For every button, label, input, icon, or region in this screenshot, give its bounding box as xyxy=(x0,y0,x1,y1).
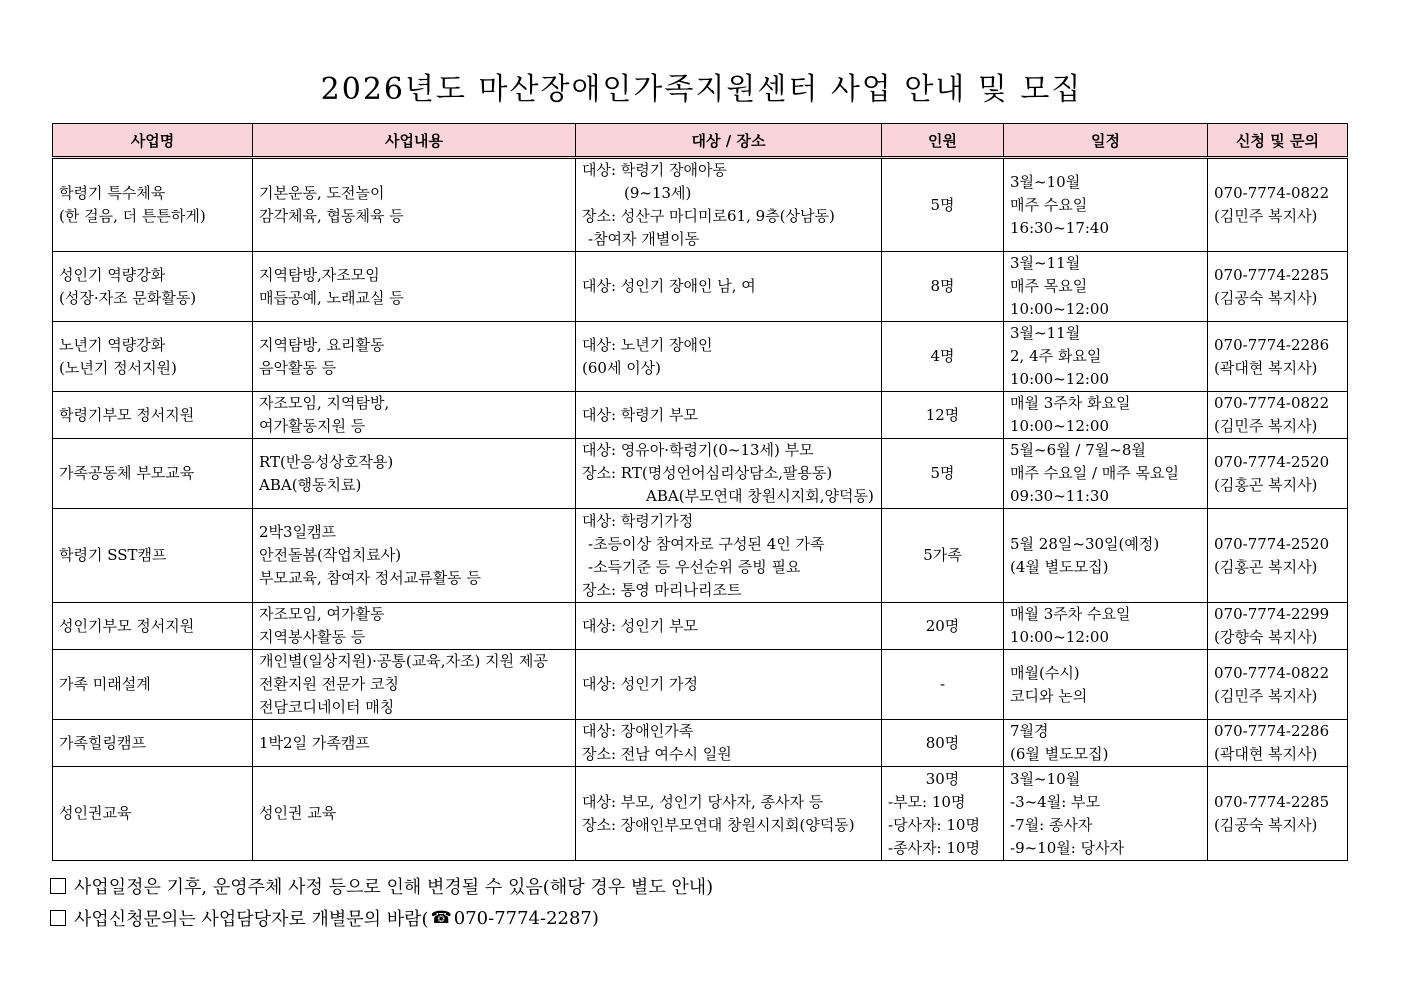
schedule-line: 3월~11월 xyxy=(1010,324,1081,342)
target-place-line: 대상: 부모, 성인기 당사자, 종사자 등 xyxy=(582,792,824,811)
schedule-line: 2, 4주 화요일 xyxy=(1010,347,1102,365)
program-name-cell xyxy=(53,158,253,252)
program-name-line: (한 걸음, 더 튼튼하게) xyxy=(59,207,206,225)
schedule-line: -7월: 종사자 xyxy=(1010,815,1093,834)
contact-line: (김민주 복지사) xyxy=(1214,686,1318,705)
schedule-line: 3월~10월 xyxy=(1010,172,1081,191)
schedule-line: 매주 수요일 xyxy=(1010,195,1088,214)
count-cell xyxy=(882,720,1004,767)
program-name-cell xyxy=(53,392,253,439)
program-content-line: 부모교육, 참여자 정서교류활동 등 xyxy=(259,569,481,587)
schedule-line: 3월~11월 xyxy=(1010,254,1081,272)
schedule-cell xyxy=(1004,252,1208,322)
header-schedule: 일정 xyxy=(1004,124,1208,158)
note-contact xyxy=(50,902,713,934)
program-content-cell xyxy=(253,158,576,252)
target-place-cell xyxy=(576,158,882,252)
program-name-cell xyxy=(53,322,253,392)
contact-cell xyxy=(1208,720,1348,767)
program-name-line: 성인권교육 xyxy=(59,804,132,822)
program-content-line: 여가활동지원 등 xyxy=(259,417,366,435)
table-row xyxy=(53,322,1348,392)
program-content-line: 자조모임, 지역탐방, xyxy=(259,394,390,412)
target-place-cell xyxy=(576,603,882,650)
schedule-line: 매주 수요일 / 매주 목요일 xyxy=(1010,464,1180,482)
page-title: 2026년도 마산장애인가족지원센터 사업 안내 및 모집 xyxy=(320,72,1083,107)
program-content-line: 지역탐방, 요리활동 xyxy=(259,335,385,354)
contact-line: 070-7774-2285 xyxy=(1214,792,1330,811)
target-place-cell xyxy=(576,322,882,392)
contact-line: 070-7774-2520 xyxy=(1214,452,1330,471)
note-text: 사업신청문의는 사업담당자로 개별문의 바람( xyxy=(74,909,429,930)
program-name-cell xyxy=(53,252,253,322)
table-row xyxy=(53,767,1348,861)
table-row xyxy=(53,392,1348,439)
table-header-row xyxy=(53,124,1348,158)
target-place-line: (60세 이상) xyxy=(582,358,662,377)
checkbox-square-icon xyxy=(50,878,66,894)
contact-line: 070-7774-2299 xyxy=(1214,605,1330,623)
program-name-cell xyxy=(53,509,253,603)
program-name-line: (성장·자조 문화활동) xyxy=(59,288,197,307)
schedule-line: -9~10월: 당사자 xyxy=(1010,838,1125,857)
program-content-line: 지역탐방,자조모임 xyxy=(259,265,380,284)
contact-cell xyxy=(1208,650,1348,720)
header-contact: 신청 및 문의 xyxy=(1208,124,1348,158)
count-cell xyxy=(882,439,1004,509)
contact-line: 070-7774-2286 xyxy=(1214,335,1330,354)
target-place-line: 대상: 학령기 부모 xyxy=(582,405,699,424)
program-name-line: (노년기 정서지원) xyxy=(59,358,177,377)
program-name-cell xyxy=(53,650,253,720)
contact-cell xyxy=(1208,439,1348,509)
schedule-line: 매월 3주차 수요일 xyxy=(1010,605,1131,623)
contact-line: (김민주 복지사) xyxy=(1214,207,1318,225)
count-cell xyxy=(882,252,1004,322)
schedule-line: 3월~10월 xyxy=(1010,769,1081,788)
table-row xyxy=(53,252,1348,322)
program-content-line: 전환지원 전문가 코칭 xyxy=(259,675,399,693)
program-name-line: 가족공동체 부모교육 xyxy=(59,464,195,482)
schedule-line: 16:30~17:40 xyxy=(1010,218,1110,237)
contact-line: (김홍곤 복지사) xyxy=(1214,557,1318,576)
program-content-line: 개인별(일상지원)·공통(교육,자조) 지원 제공 xyxy=(259,652,548,670)
target-place-line: (9~13세) xyxy=(624,184,692,202)
target-place-line: 대상: 성인기 장애인 남, 여 xyxy=(582,277,756,295)
target-place-cell xyxy=(576,720,882,767)
count-line: -부모: 10명 xyxy=(888,792,966,811)
program-name-line: 학령기 SST캠프 xyxy=(59,546,167,564)
schedule-line: 09:30~11:30 xyxy=(1010,487,1110,505)
schedule-cell xyxy=(1004,603,1208,650)
count-line: 5가족 xyxy=(923,546,962,564)
phone-icon: ☎ xyxy=(430,908,452,928)
contact-line: 070-7774-2520 xyxy=(1214,534,1330,553)
count-line: 20명 xyxy=(925,616,960,635)
program-content-line: RT(반응성상호작용) xyxy=(259,452,394,471)
target-place-cell xyxy=(576,509,882,603)
contact-line: 070-7774-2285 xyxy=(1214,265,1330,284)
target-place-line: ABA(부모연대 창원시지회,양덕동) xyxy=(646,487,874,505)
contact-line: 070-7774-0822 xyxy=(1214,184,1330,202)
program-content-line: 성인권 교육 xyxy=(259,804,337,822)
schedule-cell xyxy=(1004,392,1208,439)
target-place-line: 장소: RT(명성언어심리상담소,팔용동) xyxy=(582,464,833,482)
checkbox-square-icon xyxy=(50,910,66,926)
count-cell xyxy=(882,650,1004,720)
header-program-content: 사업내용 xyxy=(253,124,576,158)
contact-line: (김홍곤 복지사) xyxy=(1214,475,1318,494)
schedule-cell xyxy=(1004,650,1208,720)
count-line: -종사자: 10명 xyxy=(888,838,980,857)
program-name-line: 성인기 역량강화 xyxy=(59,265,166,284)
target-place-line: 장소: 전남 여수시 일원 xyxy=(582,745,732,763)
schedule-line: 10:00~12:00 xyxy=(1010,370,1110,388)
program-content-line: 전담코디네이터 매칭 xyxy=(259,698,395,716)
target-place-cell xyxy=(576,439,882,509)
program-name-line: 학령기 특수체육 xyxy=(59,184,166,202)
contact-cell xyxy=(1208,603,1348,650)
target-place-line: -초등이상 참여자로 구성된 4인 가족 xyxy=(588,534,825,553)
target-place-cell xyxy=(576,252,882,322)
program-content-line: ABA(행동치료) xyxy=(259,475,362,494)
contact-line: (곽대현 복지사) xyxy=(1214,358,1318,377)
program-content-cell xyxy=(253,252,576,322)
contact-cell xyxy=(1208,767,1348,861)
program-content-cell xyxy=(253,603,576,650)
contact-line: (곽대현 복지사) xyxy=(1214,745,1318,763)
count-cell xyxy=(882,158,1004,252)
program-content-cell xyxy=(253,322,576,392)
table-row xyxy=(53,158,1348,252)
count-line: - xyxy=(939,675,946,693)
program-content-cell xyxy=(253,767,576,861)
target-place-line: -참여자 개별이동 xyxy=(588,230,700,248)
count-cell xyxy=(882,603,1004,650)
schedule-cell xyxy=(1004,509,1208,603)
count-line: 30명 xyxy=(925,769,960,788)
schedule-line: -3~4월: 부모 xyxy=(1010,792,1101,811)
count-line: -당사자: 10명 xyxy=(888,815,980,834)
schedule-line: 코디와 논의 xyxy=(1010,686,1088,705)
count-cell xyxy=(882,392,1004,439)
target-place-line: 대상: 장애인가족 xyxy=(582,722,694,740)
contact-cell xyxy=(1208,158,1348,252)
target-place-line: 장소: 통영 마리나리조트 xyxy=(582,580,742,599)
count-cell xyxy=(882,509,1004,603)
program-content-cell xyxy=(253,509,576,603)
contact-cell xyxy=(1208,392,1348,439)
program-name-cell xyxy=(53,767,253,861)
schedule-line: 10:00~12:00 xyxy=(1010,417,1110,435)
program-content-line: 1박2일 가족캠프 xyxy=(259,733,370,752)
target-place-line: 대상: 학령기가정 xyxy=(582,511,694,530)
target-place-cell xyxy=(576,392,882,439)
header-program-name: 사업명 xyxy=(53,124,253,158)
schedule-cell xyxy=(1004,158,1208,252)
table-row xyxy=(53,439,1348,509)
schedule-line: 10:00~12:00 xyxy=(1010,628,1110,646)
contact-line: (강향숙 복지사) xyxy=(1214,628,1318,646)
count-line: 12명 xyxy=(925,405,960,424)
program-content-cell xyxy=(253,392,576,439)
contact-line: (김공숙 복지사) xyxy=(1214,288,1318,307)
schedule-line: 10:00~12:00 xyxy=(1010,300,1110,318)
program-content-line: 지역봉사활동 등 xyxy=(259,628,366,646)
notes xyxy=(50,870,713,934)
schedule-cell xyxy=(1004,720,1208,767)
target-place-cell xyxy=(576,650,882,720)
program-name-line: 가족 미래설계 xyxy=(59,675,151,693)
contact-cell xyxy=(1208,322,1348,392)
program-name-line: 노년기 역량강화 xyxy=(59,335,166,354)
count-cell xyxy=(882,767,1004,861)
program-name-cell xyxy=(53,720,253,767)
program-content-line: 2박3일캠프 xyxy=(259,523,337,541)
program-content-line: 음악활동 등 xyxy=(259,358,337,377)
schedule-cell xyxy=(1004,322,1208,392)
header-target-place: 대상 / 장소 xyxy=(576,124,882,158)
program-content-line: 매듭공예, 노래교실 등 xyxy=(259,288,404,307)
program-name-line: 성인기부모 정서지원 xyxy=(59,616,195,635)
program-name-line: 학령기부모 정서지원 xyxy=(59,405,195,424)
count-cell xyxy=(882,322,1004,392)
contact-cell xyxy=(1208,509,1348,603)
count-line: 8명 xyxy=(930,277,955,295)
contact-line: (김민주 복지사) xyxy=(1214,417,1318,435)
program-content-cell xyxy=(253,720,576,767)
program-name-cell xyxy=(53,439,253,509)
schedule-line: 7월경 xyxy=(1010,722,1049,740)
contact-line: 070-7774-2286 xyxy=(1214,722,1330,740)
target-place-cell xyxy=(576,767,882,861)
schedule-cell xyxy=(1004,439,1208,509)
contact-line: 070-7774-0822 xyxy=(1214,394,1330,412)
target-place-line: 장소: 성산구 마디미로61, 9층(상남동) xyxy=(582,207,835,225)
schedule-cell xyxy=(1004,767,1208,861)
header-count: 인원 xyxy=(882,124,1004,158)
contact-line: 070-7774-0822 xyxy=(1214,663,1330,682)
count-line: 80명 xyxy=(925,733,960,752)
contact-cell xyxy=(1208,252,1348,322)
program-content-line: 자조모임, 여가활동 xyxy=(259,605,385,623)
count-line: 4명 xyxy=(930,347,955,365)
target-place-line: 대상: 학령기 장애아동 xyxy=(582,161,728,179)
schedule-line: 매월(수시) xyxy=(1010,663,1080,682)
program-name-cell xyxy=(53,603,253,650)
note-schedule-change xyxy=(50,870,713,902)
schedule-line: 5월~6월 / 7월~8월 xyxy=(1010,441,1146,459)
program-content-cell xyxy=(253,439,576,509)
count-line: 5명 xyxy=(930,464,955,482)
schedule-line: 매주 목요일 xyxy=(1010,277,1088,295)
table-row xyxy=(53,650,1348,720)
schedule-line: 5월 28일~30일(예정) xyxy=(1010,534,1160,553)
schedule-line: (4월 별도모집) xyxy=(1010,557,1109,576)
program-content-line: 안전돌봄(작업치료사) xyxy=(259,546,402,564)
table-row xyxy=(53,509,1348,603)
target-place-line: 대상: 성인기 가정 xyxy=(582,675,699,693)
table-row xyxy=(53,720,1348,767)
program-content-line: 기본운동, 도전놀이 xyxy=(259,184,385,202)
program-content-cell xyxy=(253,650,576,720)
contact-line: (김공숙 복지사) xyxy=(1214,815,1318,834)
note-phone: 070-7774-2287) xyxy=(453,907,599,929)
target-place-line: 대상: 영유아·학령기(0~13세) 부모 xyxy=(582,441,814,459)
target-place-line: 장소: 장애인부모연대 창원시지회(양덕동) xyxy=(582,815,855,834)
schedule-line: (6월 별도모집) xyxy=(1010,745,1109,763)
target-place-line: 대상: 노년기 장애인 xyxy=(582,335,713,354)
program-content-line: 감각체육, 협동체육 등 xyxy=(259,207,404,225)
target-place-line: 대상: 성인기 부모 xyxy=(582,616,699,635)
count-line: 5명 xyxy=(930,195,955,214)
program-table xyxy=(52,123,1348,861)
program-name-line: 가족힐링캠프 xyxy=(59,733,146,752)
schedule-line: 매월 3주차 화요일 xyxy=(1010,394,1131,412)
target-place-line: -소득기준 등 우선순위 증빙 필요 xyxy=(588,557,801,576)
table-row xyxy=(53,603,1348,650)
note-text: 사업일정은 기후, 운영주체 사정 등으로 인해 변경될 수 있음(해당 경우 별도 안내) xyxy=(74,877,714,898)
